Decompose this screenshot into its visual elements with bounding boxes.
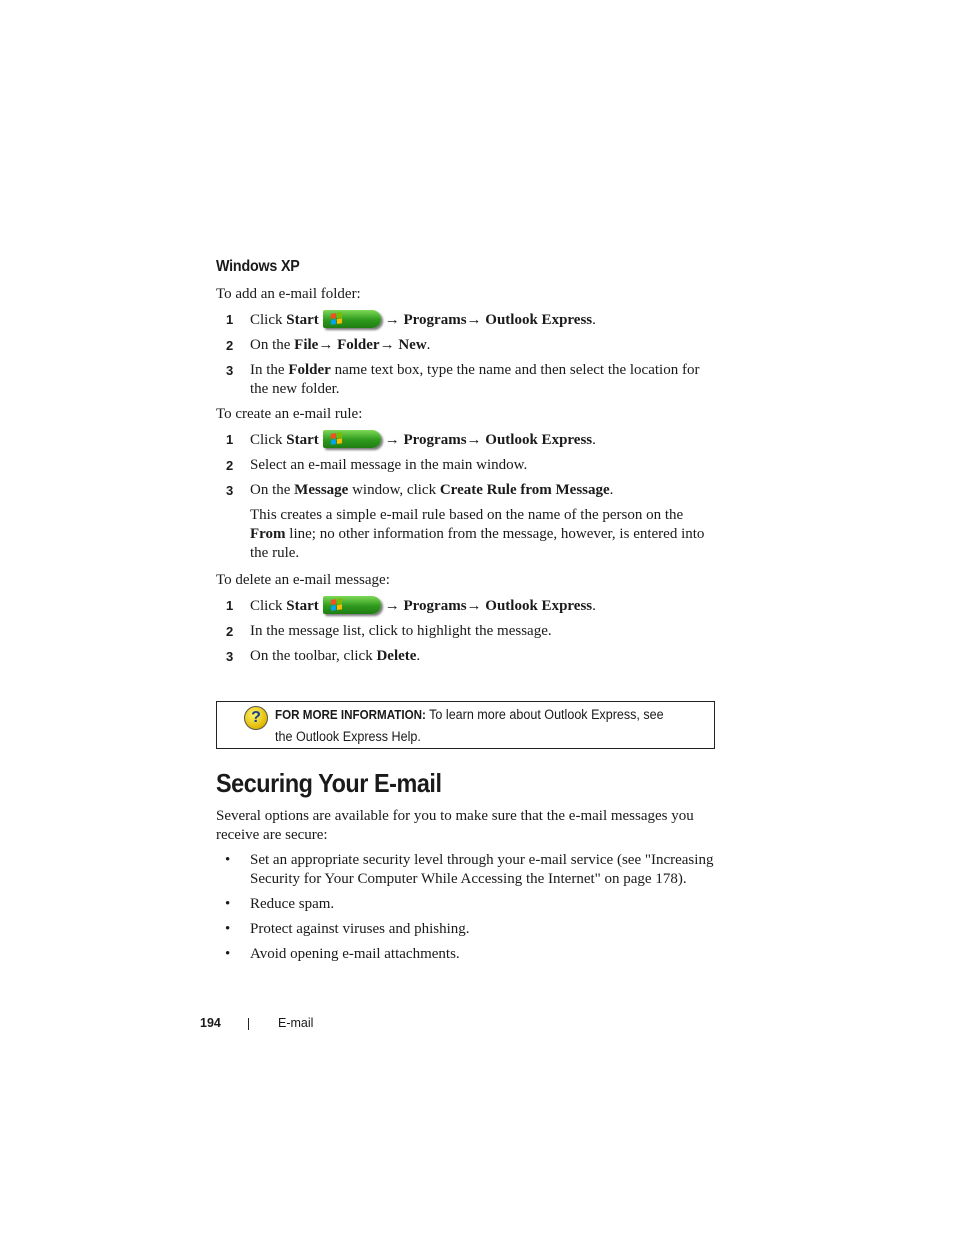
bullet-text: Reduce spam. [250, 896, 335, 912]
securing-email-section [216, 807, 716, 970]
arrow: → [384, 598, 404, 614]
step-number: 2 [226, 338, 234, 353]
file-label: File [294, 337, 319, 353]
list-item [216, 851, 716, 889]
create-rule-step-3 [216, 481, 716, 563]
bullet-text: Protect against viruses and phishing. [250, 921, 470, 937]
delete-message-step-3 [216, 647, 716, 666]
more-information-text [275, 704, 680, 747]
bullet-text: Set an appropriate security level through your e-mail service (see "Increasing Security for Your Computer While Accessing the Internet" on page 178). [250, 852, 714, 887]
create-rule-step-2 [216, 456, 716, 475]
outlook-express-label: Outlook Express [485, 598, 593, 614]
step-number: 2 [226, 458, 234, 473]
help-question-icon: ? [244, 706, 268, 730]
punct: . [426, 337, 431, 353]
bullet-text: Avoid opening e-mail attachments. [250, 946, 460, 962]
arrow: → [384, 312, 404, 328]
delete-message-steps [216, 596, 716, 666]
start-button-icon [323, 430, 381, 448]
punct: . [416, 648, 421, 664]
start-button-icon [323, 310, 381, 328]
arrow: → [466, 598, 486, 614]
outlook-express-label: Outlook Express [485, 312, 593, 328]
programs-label: Programs [403, 598, 467, 614]
programs-label: Programs [403, 312, 467, 328]
arrow: → [384, 432, 404, 448]
punct: . [592, 312, 596, 328]
note-text: This creates a simple e-mail rule based on the name of the person on the [250, 507, 684, 523]
folder-label: Folder [337, 337, 380, 353]
step-number: 2 [226, 624, 234, 639]
delete-message-step-1 [216, 596, 716, 616]
step-text: On the [250, 482, 295, 498]
create-rule-step-1 [216, 430, 716, 450]
more-information-box [216, 701, 715, 749]
create-rule-intro: To create an e-mail rule: [216, 406, 363, 422]
step-text: name text box, type the name and then select the location for the new folder. [250, 362, 700, 397]
securing-intro: Several options are available for you to make sure that the e-mail messages you receive are secure: [216, 808, 694, 843]
windows-xp-heading: Windows XP [216, 258, 300, 275]
step-text: On the toolbar, click [250, 648, 377, 664]
bullet-icon: • [225, 896, 231, 912]
windows-flag-icon [331, 312, 343, 325]
windows-xp-section [216, 258, 716, 672]
add-folder-intro: To add an e-mail folder: [216, 286, 361, 302]
delete-label: Delete [376, 648, 417, 664]
step-number: 3 [226, 483, 234, 498]
list-item [216, 895, 716, 914]
new-label: New [398, 337, 427, 353]
punct: . [592, 598, 596, 614]
punct: . [592, 432, 596, 448]
chapter-name: E-mail [278, 1016, 314, 1030]
step-text: In the [250, 362, 289, 378]
create-rule-note [250, 506, 716, 563]
list-item [216, 945, 716, 964]
step-number: 1 [226, 598, 234, 613]
arrow: → [379, 337, 399, 353]
add-folder-step-1 [216, 310, 716, 330]
step-number: 3 [226, 363, 234, 378]
arrow: → [466, 312, 486, 328]
info-body: To learn more about Outlook Express, see the Outlook Express Help. [275, 707, 664, 744]
outlook-express-label: Outlook Express [485, 432, 593, 448]
securing-email-title: Securing Your E-mail [216, 768, 442, 798]
from-label: From [250, 526, 286, 542]
step-text: Click [250, 312, 287, 328]
info-lead: FOR MORE INFORMATION: [275, 708, 426, 722]
page-number: 194 [200, 1016, 221, 1030]
step-text: Click [250, 432, 287, 448]
add-folder-steps [216, 310, 716, 399]
start-label: Start [286, 598, 319, 614]
message-label: Message [294, 482, 349, 498]
step-number: 1 [226, 312, 234, 327]
securing-bullets [216, 851, 716, 964]
folder-label: Folder [288, 362, 331, 378]
footer-divider [248, 1018, 249, 1030]
arrow: → [466, 432, 486, 448]
start-label: Start [286, 432, 319, 448]
bullet-icon: • [225, 946, 231, 962]
add-folder-step-2 [216, 336, 716, 355]
arrow: → [318, 337, 338, 353]
step-text: In the message list, click to highlight the message. [250, 623, 552, 639]
programs-label: Programs [403, 432, 467, 448]
punct: . [609, 482, 614, 498]
step-text: On the [250, 337, 295, 353]
windows-flag-icon [331, 598, 343, 611]
start-button-icon [323, 596, 381, 614]
add-folder-step-3 [216, 361, 716, 399]
delete-message-intro: To delete an e-mail message: [216, 572, 390, 588]
step-text: Select an e-mail message in the main window. [250, 457, 528, 473]
step-text: Click [250, 598, 287, 614]
create-rule-steps [216, 430, 716, 563]
bullet-icon: • [225, 852, 231, 868]
start-label: Start [286, 312, 319, 328]
list-item [216, 920, 716, 939]
step-text: window, click [348, 482, 440, 498]
windows-flag-icon [331, 432, 343, 445]
step-number: 3 [226, 649, 234, 664]
note-text: line; no other information from the message, however, is entered into the rule. [250, 526, 705, 561]
create-rule-label: Create Rule from Message [439, 482, 610, 498]
step-number: 1 [226, 432, 234, 447]
bullet-icon: • [225, 921, 231, 937]
delete-message-step-2 [216, 622, 716, 641]
